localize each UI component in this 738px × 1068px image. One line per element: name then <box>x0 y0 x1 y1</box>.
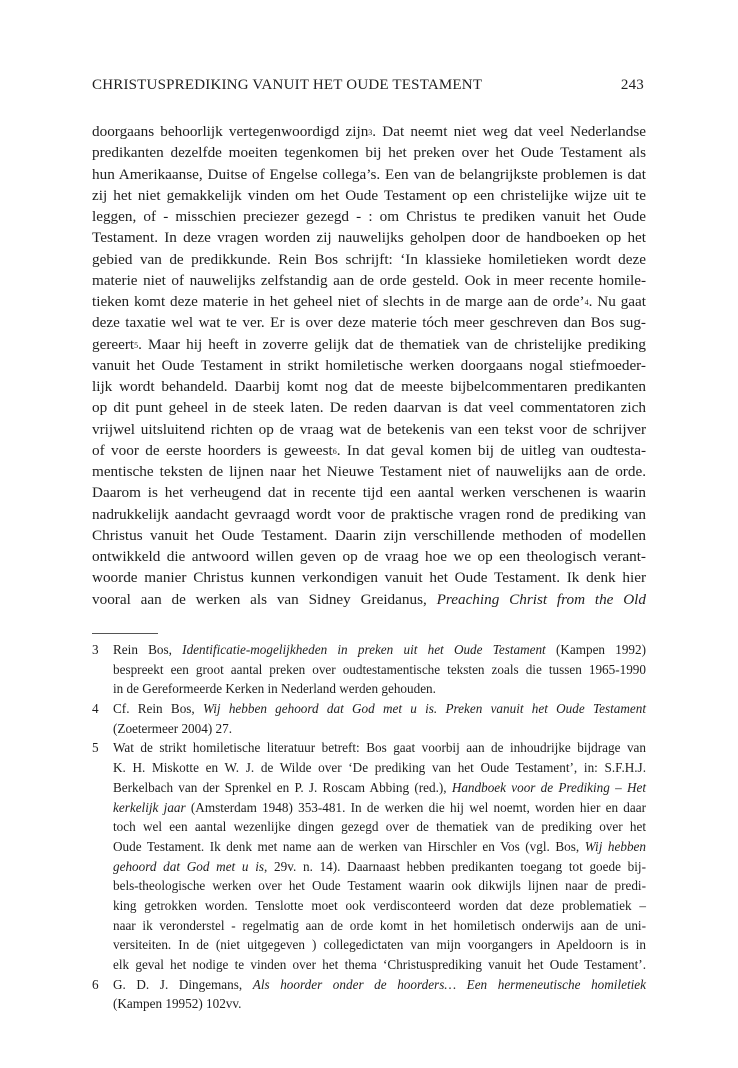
footnote-line: in de Gereformeerde Kerken in Nederland werden gehouden. <box>113 681 436 697</box>
body-line: Christus vanuit het Oude Testament. Daarin zijn verschillende methoden of modellen <box>92 526 646 544</box>
body-line: Daarom is het verheugend dat in recente tijd een aantal werken verschenen is waarin <box>92 484 646 502</box>
body-line: lijk wordt behandeld. Daarbij komt nog dat de meeste bijbelcommentaren predikanten <box>92 378 646 395</box>
footnote-ref-5[interactable]: 5 <box>134 340 139 350</box>
footnote-divider <box>92 633 158 634</box>
page-number: 243 <box>620 77 644 93</box>
body-line: gereert5. Maar hij heeft in zoverre gelijk dat de thematiek van de christelijke prediking <box>92 335 646 353</box>
footnote-line: (Zoetermeer 2004) 27. <box>113 720 233 736</box>
running-header <box>92 77 646 99</box>
footnote-line: elk geval het nodige te vinden over het thema ‘Christusprediking vanuit het Oude Testament’. <box>113 957 646 972</box>
running-title: CHRISTUSPREDIKING VANUIT HET OUDE TESTAMENT <box>92 77 483 93</box>
footnote-ref-6[interactable]: 6 <box>332 446 337 456</box>
footnote-number: 6 <box>92 976 99 992</box>
footnote-5 <box>92 738 646 974</box>
body-line: Testament. In deze vragen worden zij nauwelijks geholpen door de handboeken op het <box>92 229 646 247</box>
body-line: of voor de eerste hoorders is geweest6. In dat geval komen bij de uitleg van oudtesta- <box>92 441 647 459</box>
footnote-line: (Kampen 19952) 102vv. <box>113 996 242 1012</box>
footnote-line: kerkelijk jaar (Amsterdam 1948) 353-481. In de werken die hij wel noemt, worden hier en daar <box>113 799 647 815</box>
footnote-number: 4 <box>92 701 99 717</box>
body-line: tieken komt deze materie in het geheel niet of slechts in de marge aan de orde’4. Nu gaat <box>92 293 646 310</box>
body-line: gebied van de predikkunde. Rein Bos schrijft: ‘In klassieke homiletieken wordt deze <box>92 250 646 268</box>
footnote-ref-4[interactable]: 4 <box>584 298 589 307</box>
body-line: materie niet of nauwelijks zelfstandig aan de orde gesteld. Ook in meer recente homile- <box>92 271 646 289</box>
footnote-line: Wat de strikt homiletische literatuur betreft: Bos gaat voorbij aan de inhoudrijke bijdrage van <box>113 740 646 756</box>
body-line: doorgaans behoorlijk vertegenwoordigd zijn3. Dat neemt niet weg dat veel Nederlandse <box>92 123 646 140</box>
body-paragraph <box>92 121 646 610</box>
footnotes <box>92 640 646 1014</box>
footnote-line: bels-theologische werken over het Oude Testament waarin ook dikwijls lijnen naar de predi- <box>113 878 646 894</box>
footnote-line: versiteiten. In de (niet uitgegeven ) collegedictaten van mijn voorgangers in Apeldoorn is in <box>113 937 646 953</box>
body-line: leggen, of - misschien preciezer gezegd - : om Christus te prediken vanuit het Oude <box>92 208 646 225</box>
body-line: ontwikkeld die antwoord willen geven op de vraag hoe we op een theologisch verant- <box>92 548 646 565</box>
footnote-line: toch wel een aantal wezenlijke dingen gezegd over de thematiek van de prediking over het <box>113 819 646 835</box>
footnote-line: bespreekt een groot aantal preken over oudtestamentische teksten zoals die tussen 1965-1990 <box>113 661 646 677</box>
body-line: deze taxatie wel wat te ver. Er is over deze materie tóch meer geschreven dan Bos sug- <box>92 314 646 332</box>
footnote-line: Berkelbach van der Sprenkel en P. J. Roscam Abbing (red.), Handboek voor de Prediking – Het <box>113 779 646 795</box>
footnote-line: king getrokken worden. Tenslotte moet ook verdisconteerd worden dat deze problematiek – <box>113 897 646 913</box>
footnote-line: gehoord dat God met u is, 29v. n. 14). Daarnaast hebben predikanten toegang tot goede bij- <box>113 858 646 874</box>
body-line: vooral aan de werken als van Sidney Greidanus, Preaching Christ from the Old <box>92 590 647 608</box>
footnote-line: Oude Testament. Ik denk met name aan de werken van Hirschler en Vos (vgl. Bos, Wij hebben <box>113 838 647 854</box>
footnote-number: 5 <box>92 740 99 756</box>
body-line: hun Amerikaanse, Duitse of Engelse collega’s. Een van de belangrijkste problemen is dat <box>92 165 646 183</box>
footnote-number: 3 <box>92 642 99 657</box>
body-line: nadrukkelijk aandacht gevraagd wordt voor de praktische vragen rond de prediking van <box>92 505 646 523</box>
footnote-line: Rein Bos, Identificatie-mogelijkheden in preken uit het Oude Testament (Kampen 1992) <box>113 642 647 657</box>
body-line: vanuit het Oude Testament in strikt homiletische werken doorgaans nogal stiefmoeder- <box>92 356 646 374</box>
body-line: op dit punt geheel in de steek laten. De reden daarvan is dat veel commentatoren zich <box>92 399 646 417</box>
body-line: predikanten dezelfde moeiten tegenkomen bij het preken over het Oude Testament als <box>92 144 646 162</box>
footnote-line: G. D. J. Dingemans, Als hoorder onder de hoorders… Een hermeneutische homiletiek <box>113 976 646 992</box>
body-line: woorde manier Christus kunnen verkondigen vanuit het Oude Testament. Ik denk hier <box>92 569 646 587</box>
body-line: mentische teksten de lijnen naar het Nieuwe Testament niet of nauwelijks aan de orde. <box>92 463 646 480</box>
body-line: zij het niet gemakkelijk vinden om het Oude Testament op een christelijke wijze uit te <box>92 186 646 204</box>
footnote-3 <box>92 640 646 699</box>
footnote-4 <box>92 699 646 738</box>
footnote-ref-3[interactable]: 3 <box>368 128 373 137</box>
footnote-line: K. H. Miskotte en W. J. de Wilde over ‘De prediking van het Oude Testament’, in: S.F.H.J. <box>113 760 646 776</box>
footnote-line: naar ik veronderstel - regelmatig aan de orde komt in het homiletisch onderwijs aan de uni- <box>113 917 646 933</box>
footnote-6 <box>92 975 646 1014</box>
footnote-line: Cf. Rein Bos, Wij hebben gehoord dat God met u is. Preken vanuit het Oude Testament <box>113 701 646 717</box>
body-line: vrijwel uitsluitend richten op de vraag wat de betekenis van een tekst voor de schrijver <box>92 420 646 438</box>
book-title: Preaching Christ from the Old <box>436 590 647 608</box>
